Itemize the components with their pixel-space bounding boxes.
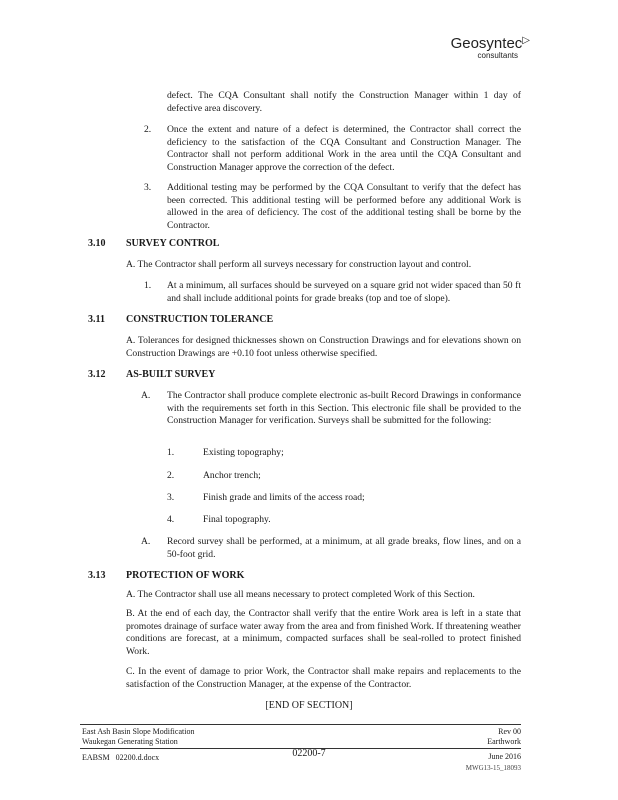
footer-file-name: EABSM 02200.d.docx (82, 753, 160, 762)
section-3-13-title: PROTECTION OF WORK (126, 570, 245, 581)
section-3-12-title: AS-BUILT SURVEY (126, 369, 216, 380)
logo-name: Geosyntec (450, 35, 523, 52)
section-3-13-number: 3.13 (88, 570, 106, 581)
footer-top-rule (80, 724, 521, 725)
intro-item-3-number: 3. (144, 182, 152, 193)
survey-item-3-number: 3. (167, 492, 175, 503)
survey-item-1: Existing topography; (203, 447, 284, 458)
section-3-10-title: SURVEY CONTROL (126, 238, 220, 249)
intro-item-2: Once the extent and nature of a defect is determined, the Contractor shall correct the deficiency to the satisfaction of the CQA Consultant and Construction Manager. The Contractor shall not perform additional Work in the area until the CQA Consultant and Construction Manager approve the correction of the defect. (167, 124, 521, 173)
section-3-10-item-1: At a minimum, all surfaces should be surveyed on a square grid not wider spaced than 50 ft and shall include additional points for grade breaks (top and toe of slope). (167, 280, 521, 304)
section-3-12-b: Record survey shall be performed, at a minimum, at all grade breaks, flow lines, and on a 50-foot grid. (167, 536, 521, 560)
section-3-12-a: The Contractor shall produce complete electronic as-built Record Drawings in conformance with the requirements set forth in this Section. This electronic file shall be provided to the Construction Manager for verification. Surveys shall be submitted for the following: (167, 390, 521, 427)
footer-page-number: 02200-7 (292, 748, 326, 759)
section-3-12-b-letter: A. (141, 536, 151, 547)
intro-item-3: Additional testing may be performed by the CQA Consultant to verify that the defect has been corrected. This additional testing will be performed before any additional Work is allowed in the area of deficiency. The cost of the additional testing shall be borne by the Contractor. (167, 182, 521, 231)
section-3-13-c: C. In the event of damage to prior Work, the Contractor shall make repairs and replacements to the satisfaction of the Construction Manager, at the expense of the Contractor. (126, 666, 521, 690)
section-3-11-a: A. Tolerances for designed thicknesses shown on Construction Drawings and for elevations shown on Construction Drawings are +0.10 foot unless otherwise specified. (126, 335, 521, 359)
survey-item-1-number: 1. (167, 447, 175, 458)
survey-item-3: Finish grade and limits of the access road; (203, 492, 365, 503)
logo-mark-icon: ▷ (522, 35, 530, 46)
section-3-11-number: 3.11 (88, 314, 105, 325)
footer-section-name: Earthwork (487, 737, 521, 746)
survey-item-4-number: 4. (167, 514, 175, 525)
footer-document-code: MWG13-15_18093 (465, 764, 521, 772)
survey-item-2: Anchor trench; (203, 470, 261, 481)
section-3-10-number: 3.10 (88, 238, 106, 249)
survey-item-4: Final topography. (203, 514, 271, 525)
section-3-13-b: B. At the end of each day, the Contractor shall verify that the entire Work area is left in a state that promotes drainage of surface water away from the area and from finished Work. If threatening weather conditions are forecast, at a minimum, compacted surfaces shall be seal-rolled to protect finished Work. (126, 608, 521, 657)
footer-station: Waukegan Generating Station (82, 737, 178, 746)
company-logo (451, 35, 530, 60)
section-3-12-a-letter: A. (141, 390, 151, 401)
footer-date: June 2016 (488, 752, 521, 761)
footer-project: East Ash Basin Slope Modification (82, 727, 195, 736)
end-of-section: [END OF SECTION] (265, 700, 353, 711)
section-3-10-item-1-number: 1. (144, 280, 152, 291)
survey-item-2-number: 2. (167, 470, 175, 481)
section-3-11-title: CONSTRUCTION TOLERANCE (126, 314, 274, 325)
section-3-13-a: A. The Contractor shall use all means necessary to protect completed Work of this Section. (126, 589, 475, 600)
section-3-12-number: 3.12 (88, 369, 106, 380)
footer-revision: Rev 00 (498, 727, 521, 736)
logo-subtitle: consultants (477, 51, 518, 60)
intro-item-2-number: 2. (144, 124, 152, 135)
intro-paragraph: defect. The CQA Consultant shall notify the Construction Manager within 1 day of defective area discovery. (167, 90, 521, 114)
section-3-10-a: A. The Contractor shall perform all surveys necessary for construction layout and control. (126, 259, 472, 270)
